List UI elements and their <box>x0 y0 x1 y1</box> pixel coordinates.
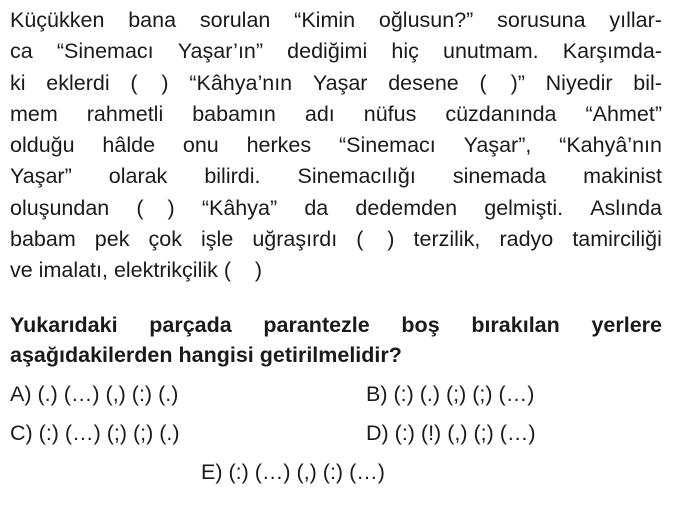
word: Yaşar” <box>10 164 72 189</box>
word: Aslında <box>590 195 662 220</box>
word: herkes <box>246 133 312 158</box>
word: ca <box>10 39 33 64</box>
answer-option-c[interactable]: C) (:) (…) (;) (;) (.) <box>10 421 180 445</box>
word: Niyedir <box>545 70 613 95</box>
blank-parenthesis: ( ) <box>130 70 169 95</box>
word: pek <box>94 227 130 252</box>
blank-parenthesis: ( ) <box>136 195 175 220</box>
passage-line <box>10 36 662 67</box>
word: parantezle <box>263 313 370 337</box>
word: onu <box>182 133 219 158</box>
word: Yaşar <box>312 70 368 95</box>
word: Küçükken <box>10 8 105 32</box>
word: Yukarıdaki <box>10 313 118 337</box>
word: “Kâhya” <box>201 195 278 220</box>
word: babam <box>10 227 76 252</box>
blank-parenthesis: ( ) <box>356 227 395 252</box>
word: gelmişti. <box>484 195 564 220</box>
word: bırakılan <box>471 313 560 337</box>
word: dedemden <box>355 195 458 220</box>
word: bilirdi. <box>204 164 261 189</box>
word: dediğimi <box>287 39 368 64</box>
answer-option-b[interactable]: B) (:) (.) (;) (;) (…) <box>366 382 535 406</box>
passage-line <box>10 224 662 255</box>
word: parçada <box>149 313 232 337</box>
word: desene <box>388 70 459 95</box>
passage-line <box>10 255 662 286</box>
word: Karşımda- <box>562 39 662 64</box>
word: hâlde <box>102 133 156 158</box>
word: sorulan <box>199 8 271 32</box>
word: “Kâhya’nın <box>189 70 293 95</box>
word: Yaşar”, <box>463 133 532 158</box>
word: işle <box>201 227 234 252</box>
word: tamirciliği <box>572 227 662 252</box>
word: yerlere <box>591 313 662 337</box>
passage-line <box>10 68 662 99</box>
word: olarak <box>108 164 168 189</box>
passage-line <box>10 99 662 130</box>
word: çok <box>148 227 182 252</box>
blank-parenthesis: ( )” <box>479 70 525 95</box>
question-last-line-text: aşağıdakilerden hangisi getirilmelidir? <box>10 342 402 367</box>
word: Yaşar’ın” <box>177 39 264 64</box>
word: oğlusun?” <box>378 8 474 32</box>
word: bil- <box>633 70 662 95</box>
word: “Kahyâ’nın <box>559 133 662 158</box>
question-stem <box>10 311 662 370</box>
answer-option-e[interactable]: E) (:) (…) (,) (:) (…) <box>201 460 385 484</box>
word: adı <box>304 101 335 126</box>
word: oluşundan <box>10 195 110 220</box>
passage-line <box>10 130 662 161</box>
word: hiç <box>391 39 419 64</box>
word: “Sinemacı <box>338 133 436 158</box>
word: ki <box>10 70 26 95</box>
passage-last-line-text: ve imalatı, elektrikçilik ( ) <box>10 258 263 283</box>
word: da <box>304 195 329 220</box>
word: terzilik, <box>413 227 481 252</box>
answer-option-d[interactable]: D) (:) (!) (,) (;) (…) <box>366 421 536 445</box>
word: eklerdi <box>46 70 110 95</box>
word: bana <box>128 8 177 32</box>
word: nüfus <box>363 101 417 126</box>
word: “Sinemacı <box>56 39 154 64</box>
passage-line <box>10 161 662 192</box>
word: sinemada <box>452 164 547 189</box>
word: babamın <box>192 101 276 126</box>
word: boş <box>401 313 440 337</box>
question-line <box>10 311 662 341</box>
word: “Ahmet” <box>585 101 662 126</box>
word: rahmetli <box>86 101 164 126</box>
passage-text <box>10 5 662 287</box>
passage-line <box>10 193 662 224</box>
word: olduğu <box>10 133 75 158</box>
word: cüzdanında <box>445 101 557 126</box>
word: mem <box>10 101 58 126</box>
word: radyo <box>499 227 554 252</box>
question-line <box>10 341 662 371</box>
word: uğraşırdı <box>252 227 338 252</box>
word: Sinemacılığı <box>297 164 416 189</box>
answer-option-a[interactable]: A) (.) (…) (,) (:) (.) <box>10 382 179 406</box>
word: sorusuna <box>497 8 586 32</box>
word: yıllar- <box>609 8 662 32</box>
word: unutmam. <box>443 39 539 64</box>
passage-line <box>10 5 662 36</box>
word: makinist <box>583 164 662 189</box>
word: “Kimin <box>294 8 356 32</box>
